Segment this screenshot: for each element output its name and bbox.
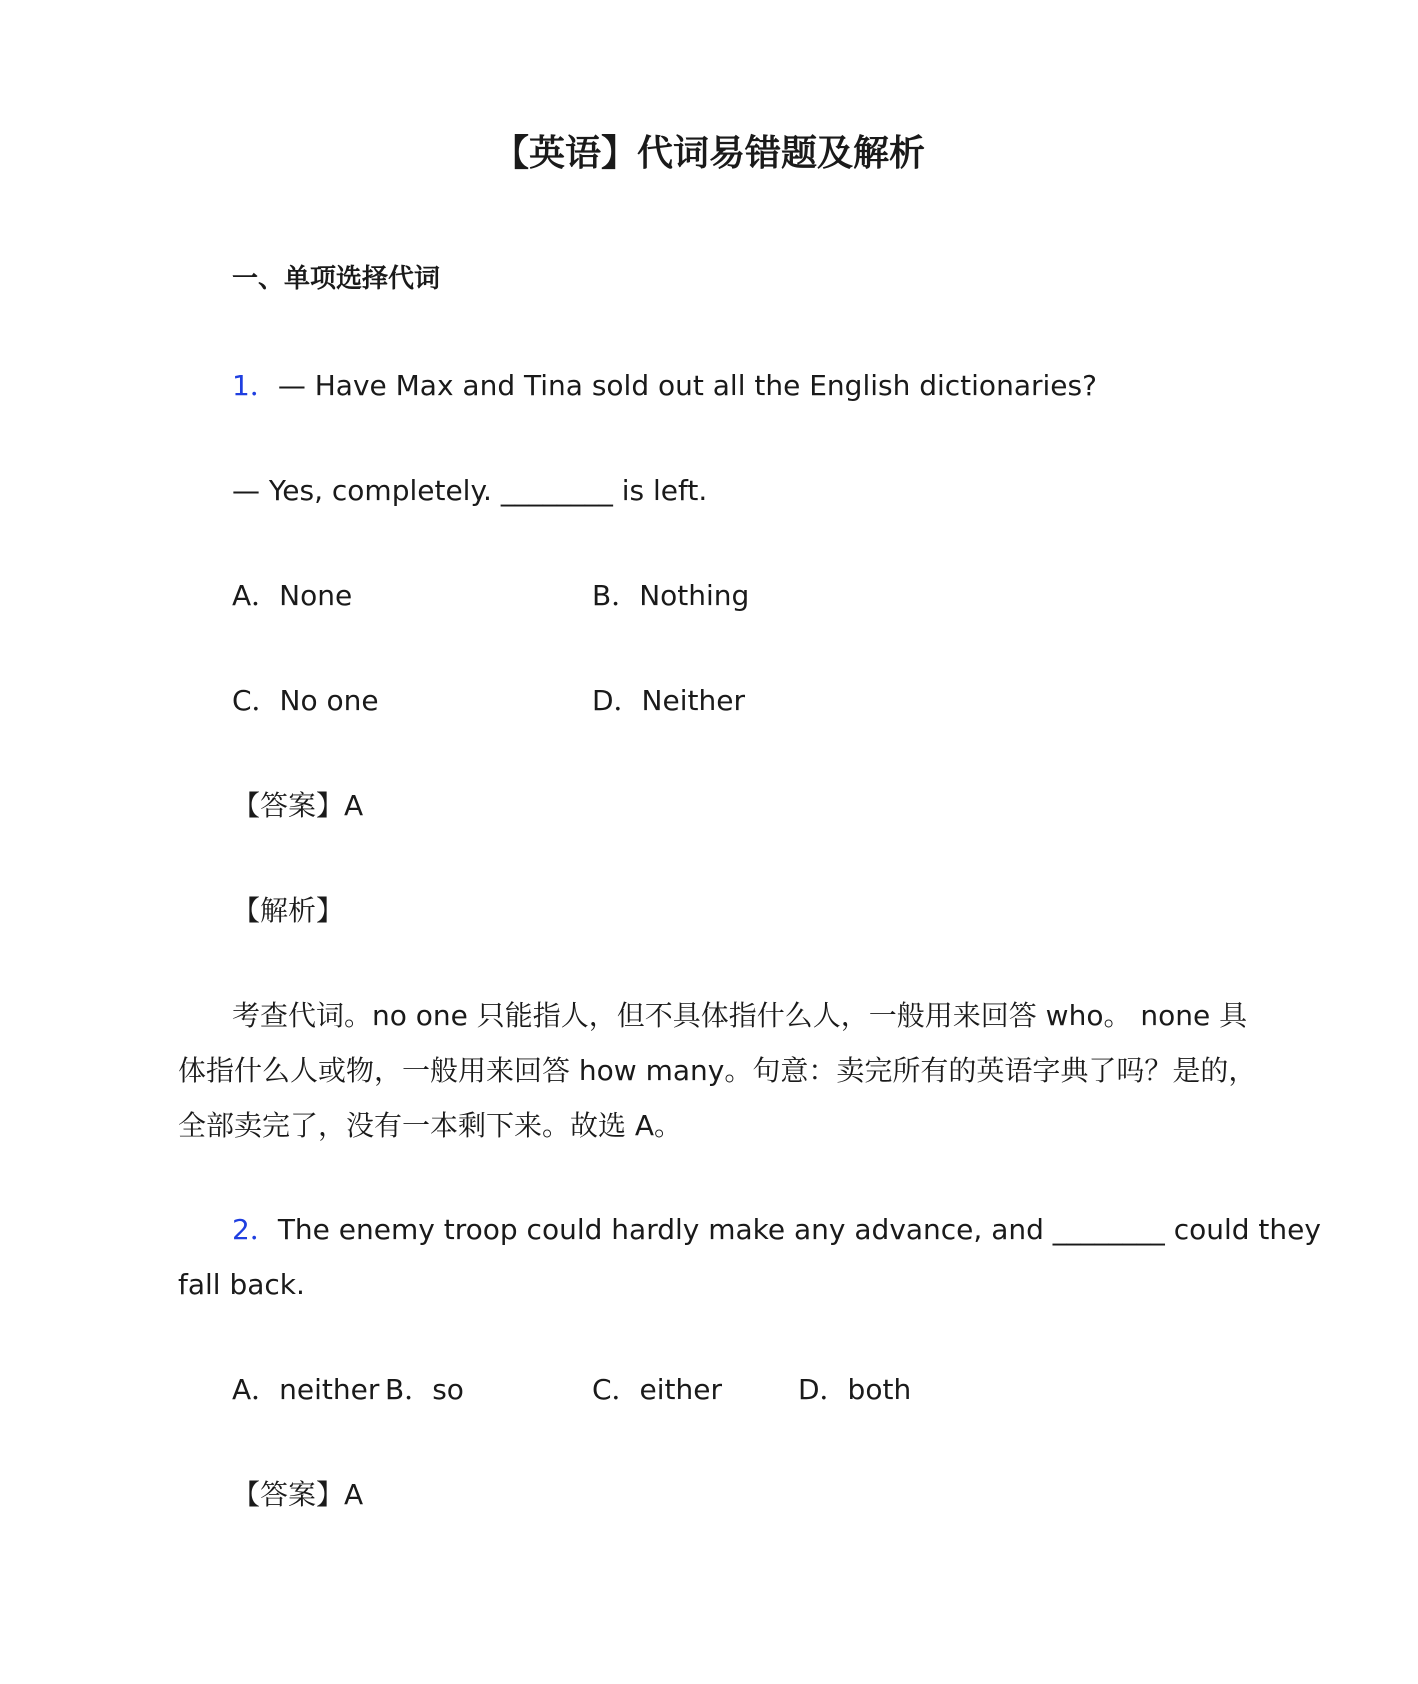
question-2-text: The enemy troop could hardly make any advance, and ________ could they (277, 1213, 1321, 1246)
question-1-analysis-line-1: 考查代词。no one 只能指人，但不具体指什么人，一般用来回答 who。 none 具 (232, 999, 1248, 1032)
question-2-option-c: C．either (592, 1373, 723, 1406)
question-1-line2: — Yes, completely. ________ is left. (232, 474, 708, 507)
question-1-analysis-line-3: 全部卖完了，没有一本剩下来。故选 A。 (178, 1109, 683, 1142)
question-1-number: 1． (232, 369, 278, 402)
question-1-text: — Have Max and Tina sold out all the English dictionaries? (277, 369, 1097, 402)
question-1-analysis-line-2: 体指什么人或物，一般用来回答 how many。句意：卖完所有的英语字典了吗？是的， (178, 1054, 1257, 1087)
question-2-answer: 【答案】A (232, 1478, 364, 1511)
question-1-option-b: B．Nothing (592, 579, 750, 612)
question-2-number: 2． (232, 1213, 278, 1246)
section-heading: 一、单项选择代词 (232, 264, 441, 294)
question-1-option-c: C．No one (232, 684, 379, 717)
question-1-stem (232, 369, 1097, 402)
question-1-option-a: A．None (232, 579, 353, 612)
question-1-answer: 【答案】A (232, 789, 364, 822)
question-2-stem-line-1 (232, 1213, 1321, 1246)
page-title: 【英语】代词易错题及解析 (492, 133, 925, 174)
question-2-option-b: B．so (385, 1373, 464, 1406)
question-1-analysis-label: 【解析】 (232, 894, 345, 927)
question-1-option-d: D．Neither (592, 684, 745, 717)
question-2-option-d: D．both (798, 1373, 912, 1406)
question-2-stem-line-2: fall back. (178, 1268, 305, 1301)
question-2-option-a: A．neither (232, 1373, 380, 1406)
